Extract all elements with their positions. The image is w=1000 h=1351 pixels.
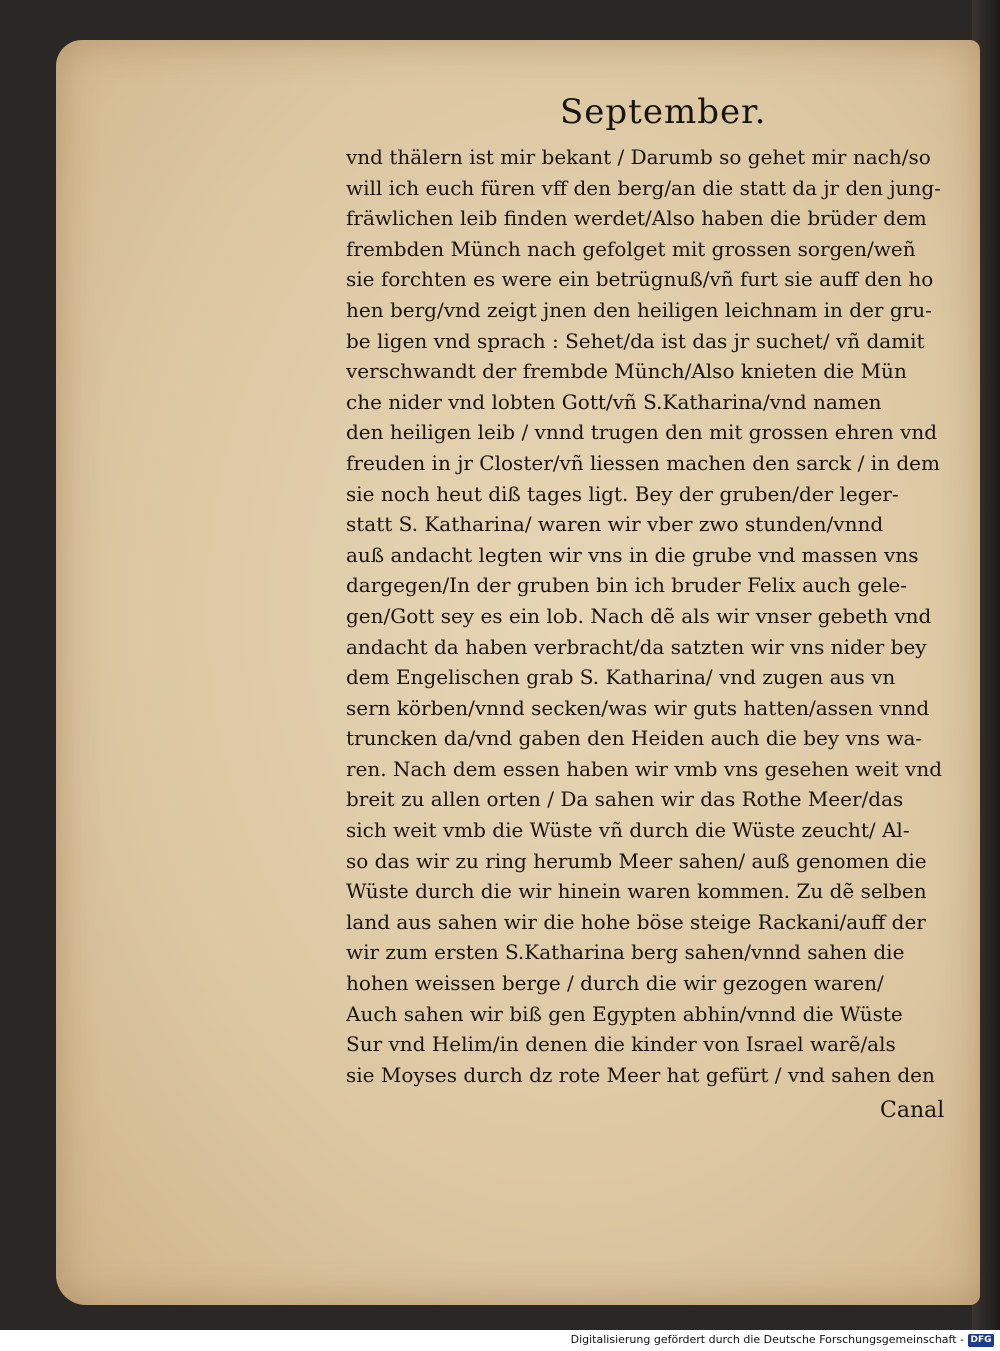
text-line: Auch sahen wir biß gen Egypten abhin/vnnd die Wüste xyxy=(346,1001,903,1026)
text-line: be ligen vnd sprach : Sehet/da ist das jr suchet/ vñ damit xyxy=(346,328,925,353)
text-line: verschwandt der frembde Münch/Also knieten die Mün xyxy=(346,359,907,384)
text-line: sern körben/vnnd secken/was wir guts hatten/assen vnnd xyxy=(346,695,930,720)
text-line: sie forchten es were ein betrügnuß/vñ furt sie auff den ho xyxy=(346,267,934,292)
text-line: so das wir zu ring herumb Meer sahen/ auß genomen die xyxy=(346,848,927,873)
funding-credit: Digitalisierung gefördert durch die Deutsche Forschungsgemeinschaft - xyxy=(570,1333,964,1346)
text-line: auß andacht legten wir vns in die grube vnd massen vns xyxy=(346,542,919,567)
text-line: freuden in jr Closter/vñ liessen machen den sarck / in dem xyxy=(346,450,940,475)
text-line: dem Engelischen grab S. Katharina/ vnd zugen aus vn xyxy=(346,665,896,690)
text-line: andacht da haben verbracht/da satzten wir vns nider bey xyxy=(346,634,927,659)
text-line: will ich euch füren vff den berg/an die statt da jr den jung- xyxy=(346,175,941,200)
text-block xyxy=(346,142,966,1090)
text-line: Sur vnd Helim/in denen die kinder von Israel warẽ/als xyxy=(346,1032,896,1057)
text-line: hohen weissen berge / durch die wir gezogen waren/ xyxy=(346,971,884,996)
text-line: breit zu allen orten / Da sahen wir das Rothe Meer/das xyxy=(346,787,904,812)
text-line: land aus sahen wir die hohe böse steige Rackani/auff der xyxy=(346,909,926,934)
catchword: Canal xyxy=(880,1098,945,1123)
text-line: fräwlichen leib finden werdet/Also haben die brüder dem xyxy=(346,206,927,231)
text-line: vnd thälern ist mir bekant / Darumb so gehet mir nach/so xyxy=(346,145,931,169)
text-line: ren. Nach dem essen haben wir vmb vns gesehen weit vnd xyxy=(346,756,943,781)
text-line: dargegen/In der gruben bin ich bruder Felix auch gele- xyxy=(346,573,907,598)
text-line: hen berg/vnd zeigt jnen den heiligen leichnam in der gru- xyxy=(346,297,932,322)
text-line: wir zum ersten S.Katharina berg sahen/vnnd sahen die xyxy=(346,940,905,965)
dfg-logo: DFG xyxy=(968,1334,994,1347)
text-line: Wüste durch die wir hinein waren kommen. Zu dẽ selben xyxy=(346,879,927,904)
text-line: den heiligen leib / vnnd trugen den mit grossen ehren vnd xyxy=(346,420,938,445)
text-line: sie Moyses durch dz rote Meer hat gefürt / vnd sahen den xyxy=(346,1062,935,1087)
text-line: frembden Münch nach gefolget mit grossen sorgen/weñ xyxy=(346,236,916,261)
text-line: gen/Gott sey es ein lob. Nach dẽ als wir vnser gebeth vnd xyxy=(346,603,932,628)
text-line: statt S. Katharina/ waren wir vber zwo stunden/vnnd xyxy=(346,512,884,537)
footer-bar xyxy=(0,1330,1000,1351)
text-line: sie noch heut diß tages ligt. Bey der gruben/der leger- xyxy=(346,481,899,506)
text-line: che nider vnd lobten Gott/vñ S.Katharina/vnd namen xyxy=(346,389,882,414)
text-line: sich weit vmb die Wüste vñ durch die Wüste zeucht/ Al- xyxy=(346,818,910,843)
text-line: truncken da/vnd gaben den Heiden auch die bey vns wa- xyxy=(346,726,923,751)
running-head: September. xyxy=(560,92,767,132)
